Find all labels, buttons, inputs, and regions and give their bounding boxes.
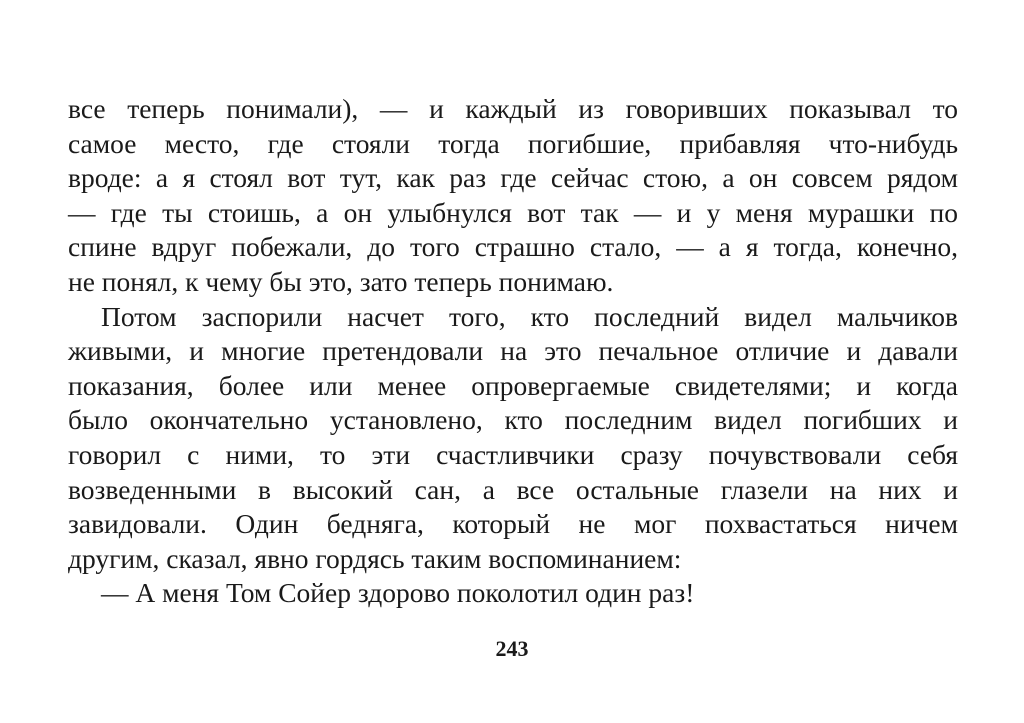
text-line: завидовали. Один бедняга, который не мог похвастаться ничем xyxy=(68,508,958,540)
page-body-text xyxy=(68,92,958,611)
text-line: говорил с ними, то эти счастливчики сразу почувствовали себя xyxy=(68,438,958,470)
text-line: другим, сказал, явно гордясь таким воспоминанием: xyxy=(68,542,682,574)
text-line: было окончательно установлено, кто последним видел погибших и xyxy=(68,404,958,436)
text-line: спине вдруг побежали, до того страшно стало, — а я тогда, конечно, xyxy=(68,231,958,263)
text-line: живыми, и многие претендовали на это печальное отличие и давали xyxy=(68,335,958,367)
text-line: — А меня Том Сойер здорово поколотил один раз! xyxy=(101,577,695,609)
text-line: самое место, где стояли тогда погибшие, прибавляя что-нибудь xyxy=(68,127,958,159)
text-line: возведенными в высокий сан, а все остальные глазели на них и xyxy=(68,473,958,505)
text-line: показания, более или менее опровергаемые свидетелями; и когда xyxy=(68,369,958,401)
text-line: вроде: а я стоял вот тут, как раз где сейчас стою, а он совсем рядом xyxy=(68,162,958,194)
text-line: не понял, к чему бы это, зато теперь понимаю. xyxy=(68,265,614,297)
page-number: 243 xyxy=(495,636,529,661)
text-line: Потом заспорили насчет того, кто последний видел мальчиков xyxy=(101,300,958,332)
text-line: — где ты стоишь, а он улыбнулся вот так — и у меня мурашки по xyxy=(68,196,958,228)
text-line: все теперь понимали), — и каждый из говоривших показывал то xyxy=(68,93,958,124)
